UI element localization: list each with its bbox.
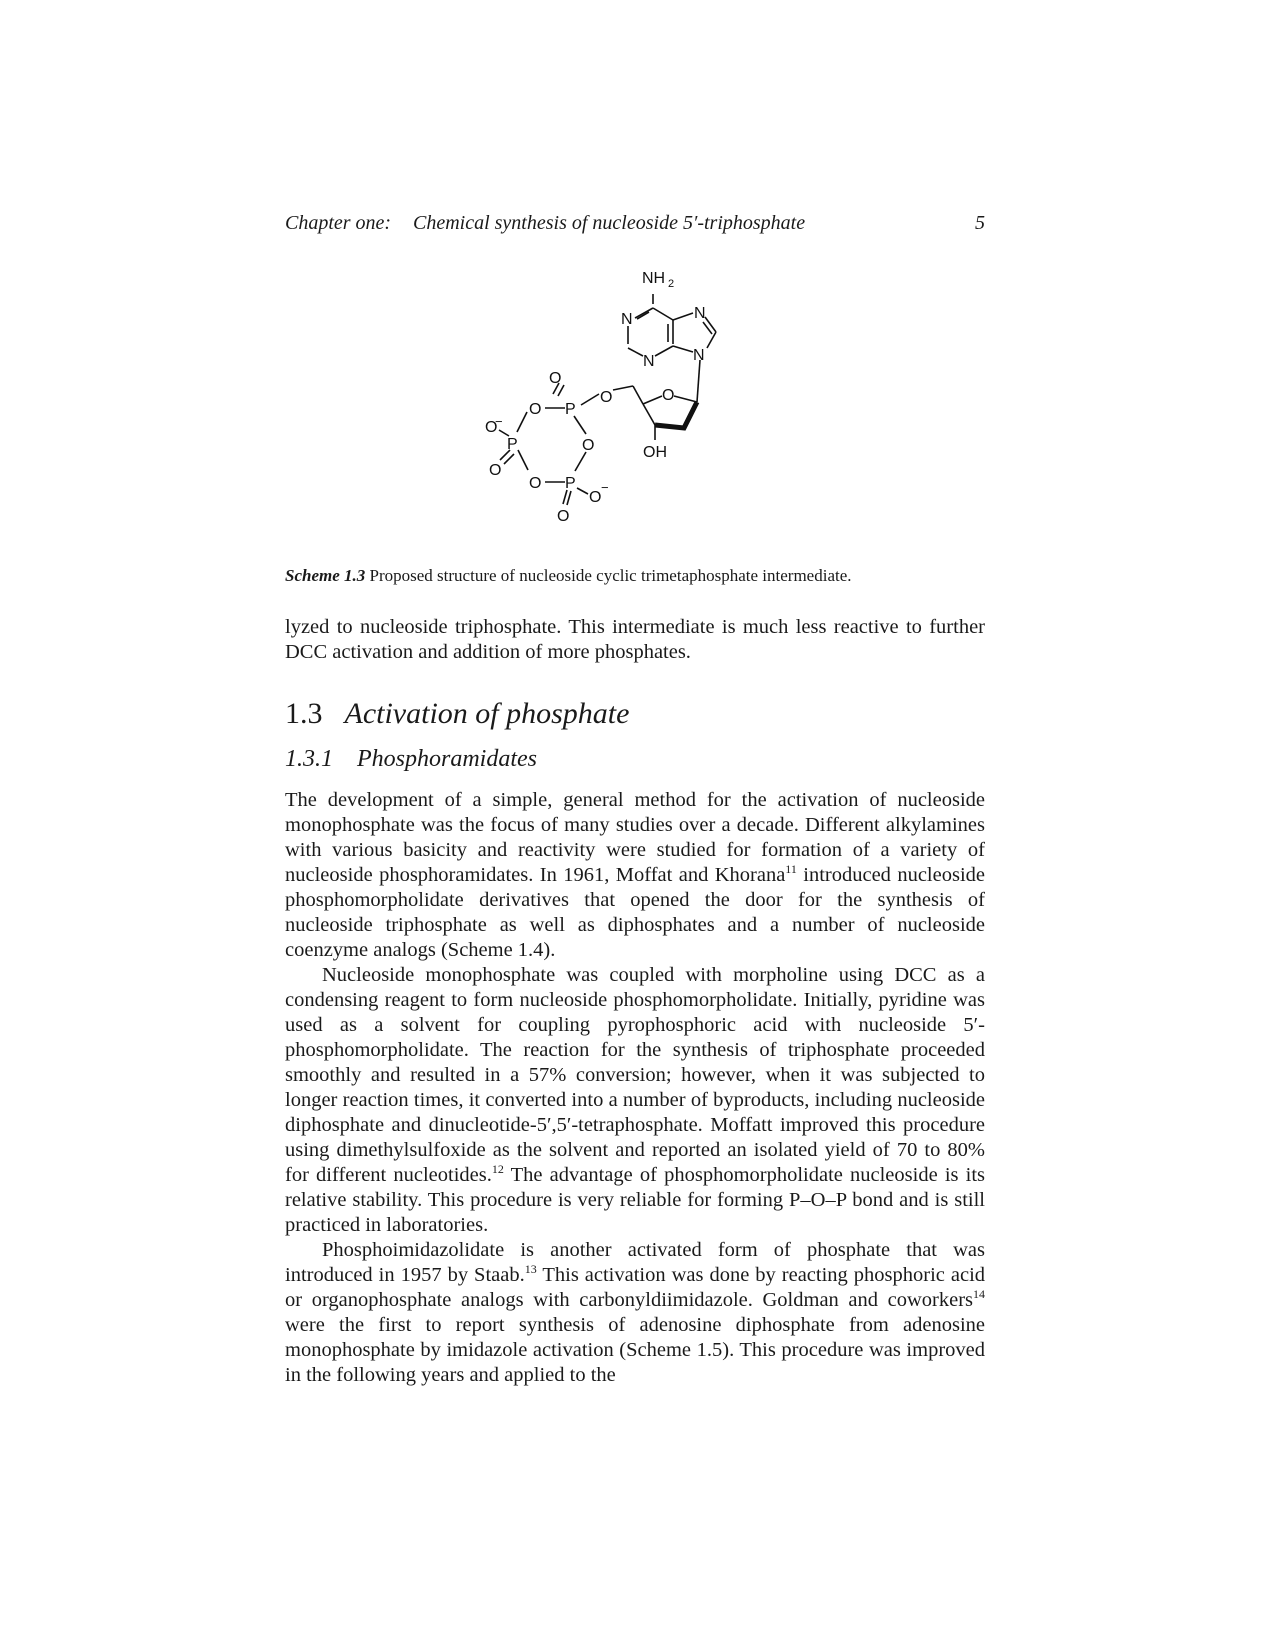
subsection-heading: [285, 746, 537, 773]
body-text: [285, 788, 985, 1388]
atom-o-link: O: [600, 389, 613, 406]
bond: [575, 452, 586, 471]
bond: [581, 394, 599, 405]
atom-oh: OH: [643, 444, 667, 461]
bond: [673, 313, 693, 320]
scheme-1-3-structure: [485, 268, 785, 548]
bond: [707, 332, 716, 348]
atom-nh2: NH: [642, 270, 666, 287]
paragraph: [285, 788, 985, 963]
caption-text: Proposed structure of nucleoside cyclic trimetaphosphate intermediate.: [369, 566, 852, 585]
paragraph-text: introduced nucleoside phosphomorpholidate derivatives that opened the door for the synthesis of nucleoside triphosphate as well as diphosphates and a number of nucleoside coenzyme analogs (Scheme 1.4).: [285, 864, 985, 961]
figure-caption: [285, 566, 1005, 586]
paragraph-text: were the first to report synthesis of adenosine diphosphate from adenosine monophosphate by imidazole activation (Scheme 1.5). This procedure was improved in the following years and applied to the: [285, 1314, 985, 1386]
running-head-chapter: Chapter one:: [285, 212, 392, 234]
atom-o-minus-p2: O: [485, 419, 498, 436]
bond: [613, 386, 633, 390]
continuation-paragraph: lyzed to nucleoside triphosphate. This intermediate is much less reactive to further DCC activation and addition of more phosphates.: [285, 616, 985, 663]
atom-o-bridge-1-2: O: [529, 401, 542, 418]
paragraph-text: The advantage of phosphomorpholidate nucleoside is its relative stability. This procedure is very reliable for forming P–O–P bond and is still practiced in laboratories.: [285, 1164, 985, 1236]
paragraph-text: Phosphoimidazolidate is another activated form of phosphate that was introduced in 1957 by Staab.: [285, 1239, 985, 1286]
subsection-title: Phosphoramidates: [357, 746, 537, 772]
section-title: Activation of phosphate: [344, 697, 630, 730]
bond: [643, 396, 662, 404]
reference-marker: 11: [785, 862, 797, 877]
bond: [633, 386, 643, 404]
atom-o-ring: O: [662, 387, 675, 404]
reference-marker: 13: [524, 1262, 537, 1277]
bond: [518, 450, 528, 470]
running-head-title: Chemical synthesis of nucleoside 5′-triphosphate: [413, 212, 806, 234]
atom-p2: P: [507, 436, 518, 453]
atom-o-bridge-2-3: O: [529, 475, 542, 492]
running-head: [285, 212, 985, 240]
reference-marker: 12: [491, 1162, 504, 1177]
bond: [673, 346, 693, 352]
paragraph-text: This activation was done by reacting phosphoric acid or organophosphate analogs with carbonyldiimidazole. Goldman and coworkers: [285, 1264, 986, 1311]
atom-o-minus-p3: O: [589, 489, 602, 506]
atom-p3: P: [565, 475, 576, 492]
bond: [643, 404, 655, 425]
caption-label: Scheme 1.3: [285, 566, 366, 585]
atom-p1: P: [565, 401, 576, 418]
section-heading: [285, 697, 629, 731]
chemical-structure-diagram: [485, 268, 785, 548]
atom-n1: N: [621, 311, 633, 328]
bond: [697, 360, 700, 402]
atom-o-double-p1: O: [549, 370, 562, 387]
bond: [517, 412, 527, 432]
atom-o-double-p2: O: [489, 462, 502, 479]
atom-o-double-p3: O: [557, 508, 570, 525]
paragraph-text: Nucleoside monophosphate was coupled with morpholine using DCC as a condensing reagent to form nucleoside phosphomorpholidate. Initially, pyridine was used as a solvent for coupling pyrophosphoric acid with nucleoside 5′-phosphomorpholidate. The reaction for the synthesis of triphosphate proceeded smoothly and resulted in a 57% conversion; however, when it was subjected to longer reaction times, it converted into a number of byproducts, including nucleoside diphosphate and dinucleotide-5′,5′-tetraphosphate. Moffatt improved this procedure using dimethylsulfoxide as the solvent and reported an isolated yield of 70 to 80% for different nucleotides.: [285, 964, 985, 1186]
bond-wedge: [655, 402, 697, 428]
bond: [563, 490, 567, 504]
atom-o-bridge-1-3: O: [582, 437, 595, 454]
bond: [567, 491, 571, 505]
bond: [705, 317, 716, 332]
atom-n9: N: [693, 347, 705, 364]
bond: [655, 346, 673, 356]
reference-marker: 14: [973, 1287, 985, 1302]
subsection-number: 1.3.1: [285, 746, 333, 772]
bond: [635, 308, 653, 318]
paragraph: [285, 963, 985, 1238]
charge-minus-p3: −: [601, 480, 609, 495]
bond: [577, 488, 588, 494]
atom-n7: N: [694, 305, 706, 322]
bond: [574, 416, 586, 434]
paragraph: [285, 1238, 985, 1388]
atom-nh2-subscript: 2: [668, 278, 675, 290]
section-number: 1.3: [285, 697, 323, 730]
page-number: 5: [975, 212, 985, 234]
bond: [674, 396, 697, 402]
bond: [628, 348, 643, 356]
atom-n3: N: [643, 353, 655, 370]
charge-minus-p2: −: [495, 414, 503, 429]
bond: [653, 308, 673, 320]
paragraph-text: The development of a simple, general method for the activation of nucleoside monophosphate was the focus of many studies over a decade. Different alkylamines with various basicity and reactivity were studied for formation of a variety of nucleoside phosphoramidates. In 1961, Moffat and Khorana: [285, 789, 985, 886]
